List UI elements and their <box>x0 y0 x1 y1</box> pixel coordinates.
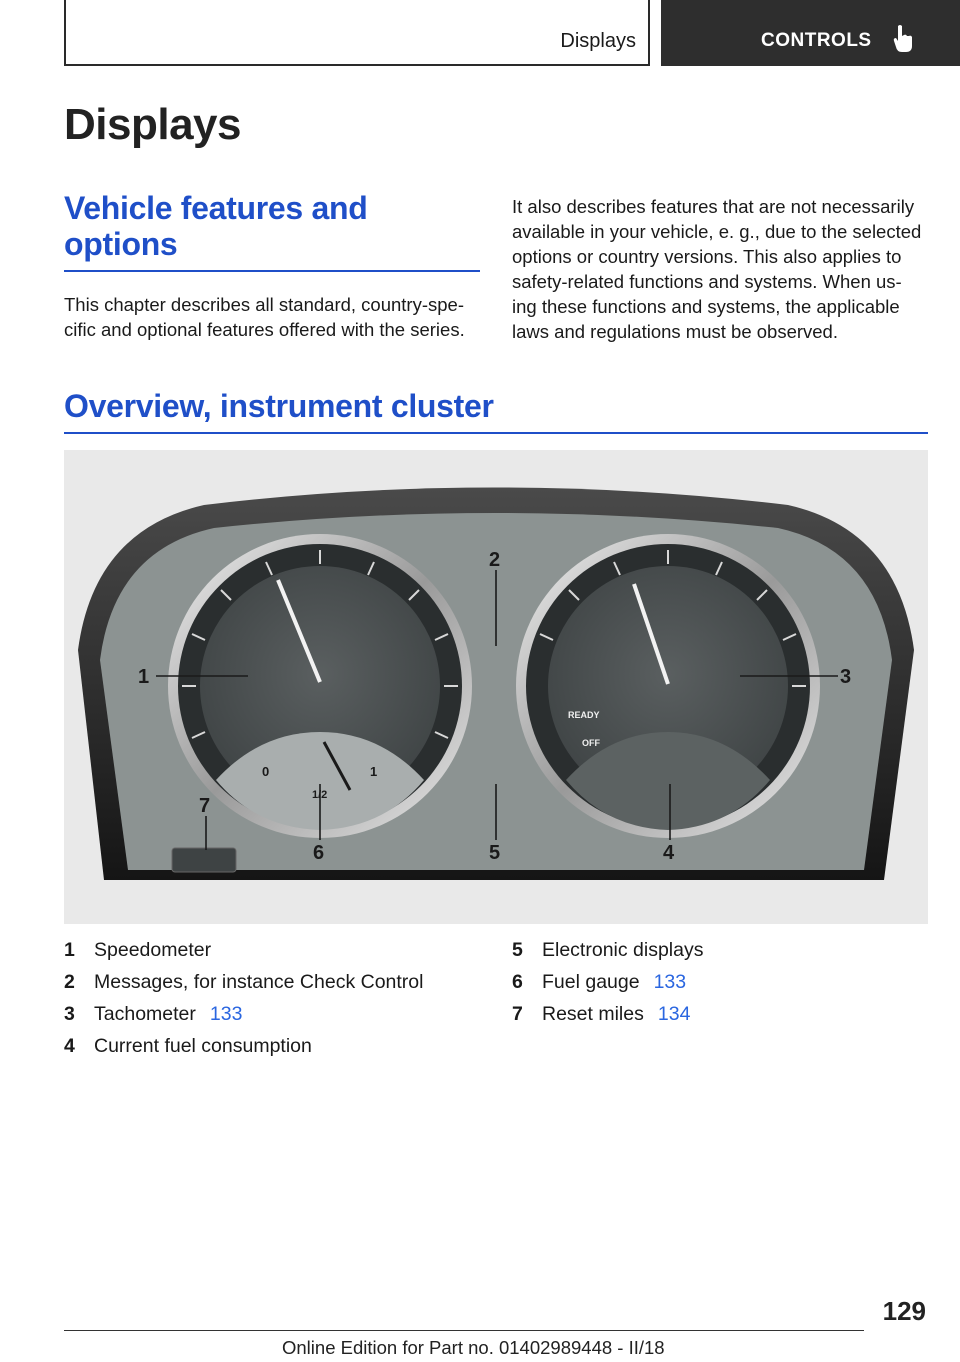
intro-paragraph-right <box>512 194 932 344</box>
paragraph-line: It also describes features that are not necessarily <box>512 196 915 217</box>
paragraph-line: available in your vehicle, e. g., due to the selected <box>512 221 922 242</box>
page-number: 129 <box>882 1296 926 1326</box>
legend-item <box>512 968 932 1000</box>
fuel-zero-label: 0 <box>262 764 270 779</box>
paragraph-line: safety-related functions and systems. When us‐ <box>512 271 902 292</box>
section-title-vehicle-features <box>64 190 480 262</box>
legend-label: Speedometer <box>94 939 212 961</box>
section-title-overview: Overview, instrument cluster <box>64 388 494 424</box>
pointing-hand-icon <box>891 24 915 54</box>
callout-7: 7 <box>199 795 211 817</box>
callout-5: 5 <box>489 842 501 864</box>
ready-label: READY <box>568 710 600 720</box>
callout-4: 4 <box>663 842 675 864</box>
header-chapter-box <box>661 0 960 66</box>
instrument-cluster-figure <box>64 450 928 924</box>
page-reference-link[interactable]: 133 <box>653 971 687 993</box>
header-section-box <box>64 0 650 66</box>
legend-item <box>512 936 932 968</box>
legend-item <box>64 1000 484 1032</box>
legend-label <box>542 1000 690 1028</box>
legend-number: 3 <box>64 1003 75 1025</box>
callout-6: 6 <box>313 842 325 864</box>
legend-number: 5 <box>512 939 523 961</box>
legend-label-text: Reset miles <box>542 1003 644 1025</box>
legend-item <box>64 968 484 1000</box>
paragraph-line: options or country versions. This also applies to <box>512 246 902 267</box>
page-title: Displays <box>64 100 241 149</box>
reset-miles-button <box>172 848 236 872</box>
legend-label: Electronic displays <box>542 939 704 961</box>
page-reference-link[interactable]: 134 <box>657 1003 691 1025</box>
legend-item <box>64 936 484 968</box>
header-chapter-label: CONTROLS <box>761 30 872 51</box>
header-section-label: Displays <box>560 30 636 52</box>
page-header <box>64 0 960 66</box>
legend-label: Current fuel consumption <box>94 1035 312 1057</box>
footer-edition: Online Edition for Part no. 01402989448 - II/18 <box>282 1337 665 1358</box>
callout-1: 1 <box>138 666 150 688</box>
legend-item <box>512 1000 932 1032</box>
legend-item <box>64 1032 484 1064</box>
intro-paragraph-left <box>64 292 484 342</box>
legend-left <box>64 936 484 1064</box>
section-rule <box>64 432 928 434</box>
legend-label <box>94 1000 242 1028</box>
fuel-half-label: 1/2 <box>312 789 328 801</box>
page-reference-link[interactable]: 133 <box>209 1003 243 1025</box>
legend-number: 7 <box>512 1003 523 1025</box>
callout-2: 2 <box>489 549 501 571</box>
legend-right <box>512 936 932 1032</box>
fuel-full-label: 1 <box>370 764 378 779</box>
paragraph-line: ing these functions and systems, the applicable <box>512 296 900 317</box>
legend-label <box>542 968 686 996</box>
off-label: OFF <box>582 738 600 748</box>
paragraph-line: This chapter describes all standard, country-spe‐ <box>64 294 464 315</box>
legend-number: 4 <box>64 1035 75 1057</box>
legend-label-text: Tachometer <box>94 1003 196 1025</box>
instrument-cluster-illustration <box>64 450 928 924</box>
legend-number: 2 <box>64 971 75 993</box>
callout-3: 3 <box>840 666 852 688</box>
footer-rule <box>64 1330 864 1331</box>
legend-number: 6 <box>512 971 523 993</box>
legend-label-text: Fuel gauge <box>542 971 640 993</box>
paragraph-line: laws and regulations must be observed. <box>512 321 838 342</box>
section-title-line: Vehicle features and <box>64 190 368 226</box>
section-title-line: options <box>64 226 178 262</box>
legend-label: Messages, for instance Check Control <box>94 971 424 993</box>
paragraph-line: cific and optional features offered with the series. <box>64 319 465 340</box>
section-rule <box>64 270 480 272</box>
legend-number: 1 <box>64 939 75 961</box>
